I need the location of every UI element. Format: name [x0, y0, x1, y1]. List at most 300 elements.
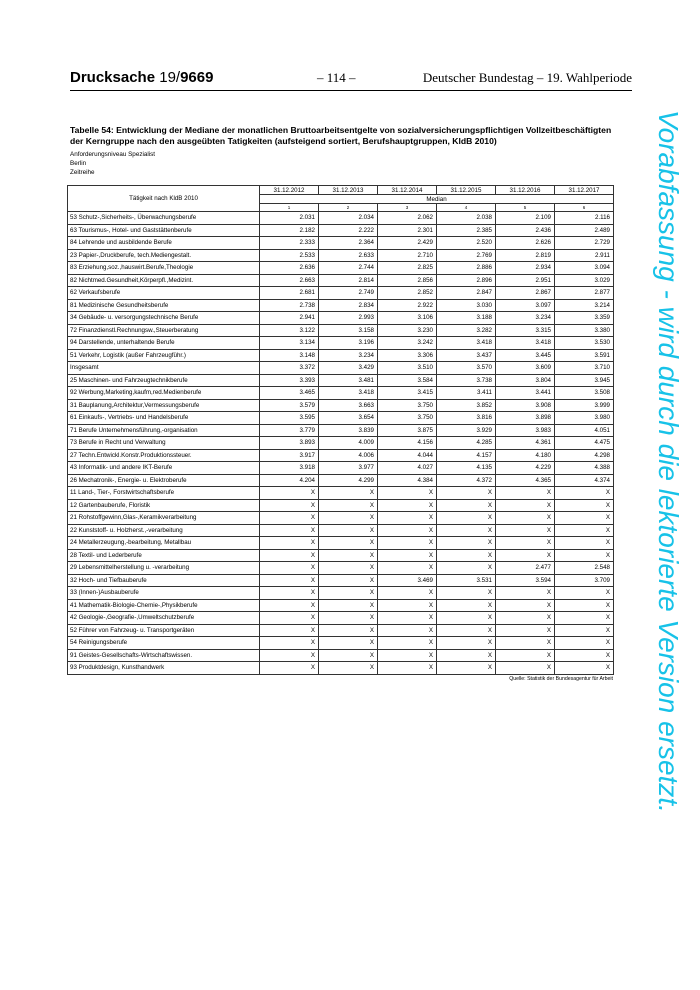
- median-value: 3.594: [496, 574, 555, 587]
- median-value: X: [496, 487, 555, 500]
- occupation-label: 72 Finanzdienstl.Rechnungsw.,Steuerberatung: [68, 324, 260, 337]
- median-value: 2.034: [319, 212, 378, 225]
- median-value: 3.779: [260, 424, 319, 437]
- median-value: 3.359: [555, 312, 614, 325]
- median-value: X: [378, 662, 437, 675]
- median-value: 3.469: [378, 574, 437, 587]
- median-value: 3.445: [496, 349, 555, 362]
- median-value: 3.570: [437, 362, 496, 375]
- median-value: X: [437, 599, 496, 612]
- table-row: [68, 412, 614, 425]
- median-value: 3.875: [378, 424, 437, 437]
- occupation-label: 43 Informatik- und andere IKT-Berufe: [68, 462, 260, 475]
- occupation-label: 52 Führer von Fahrzeug- u. Transportgeräten: [68, 624, 260, 637]
- occupation-label: 24 Metallerzeugung,-bearbeitung, Metallbau: [68, 537, 260, 550]
- median-value: X: [496, 637, 555, 650]
- median-value: X: [378, 549, 437, 562]
- table-row: [68, 637, 614, 650]
- occupation-label: 84 Lehrende und ausbildende Berufe: [68, 237, 260, 250]
- data-table: [67, 185, 614, 675]
- median-value: 2.749: [319, 287, 378, 300]
- median-value: X: [378, 649, 437, 662]
- median-value: 3.898: [496, 412, 555, 425]
- occupation-label: 62 Verkaufsberufe: [68, 287, 260, 300]
- median-value: X: [555, 487, 614, 500]
- median-value: 2.489: [555, 224, 614, 237]
- median-value: 2.847: [437, 287, 496, 300]
- header-rule: [70, 90, 632, 91]
- median-value: 3.595: [260, 412, 319, 425]
- meta-line: Zeitreihe: [70, 169, 95, 176]
- median-value: X: [496, 549, 555, 562]
- median-value: 2.934: [496, 262, 555, 275]
- median-value: 3.418: [319, 387, 378, 400]
- median-value: X: [319, 512, 378, 525]
- median-value: 2.533: [260, 249, 319, 262]
- median-value: X: [319, 499, 378, 512]
- median-value: X: [378, 537, 437, 550]
- table-title: Tabelle 54: Entwicklung der Mediane der monatlichen Bruttoarbeitsentgelte von sozialversicherungspflichtigen Vollzeitbeschäftigten der Kerngruppe nach den ausgeübten Tatigkeiten (aufsteigend sortiert, Berufshauptgruppen, KldB 2010): [70, 125, 612, 146]
- median-value: 2.834: [319, 299, 378, 312]
- column-date: 31.12.2015: [437, 186, 496, 195]
- table-row: [68, 337, 614, 350]
- median-value: X: [555, 537, 614, 550]
- median-value: X: [319, 574, 378, 587]
- median-value: 2.038: [437, 212, 496, 225]
- column-date: 31.12.2016: [496, 186, 555, 195]
- median-value: 2.062: [378, 212, 437, 225]
- median-value: X: [437, 499, 496, 512]
- table-row: [68, 324, 614, 337]
- median-value: X: [260, 562, 319, 575]
- median-value: 2.222: [319, 224, 378, 237]
- source-note: Quelle: Statistik der Bundesagentur für Arbeit: [509, 676, 613, 682]
- occupation-label: 26 Mechatronik-, Energie- u. Elektroberufe: [68, 474, 260, 487]
- median-value: 2.886: [437, 262, 496, 275]
- median-value: X: [319, 524, 378, 537]
- median-value: 4.285: [437, 437, 496, 450]
- median-value: X: [496, 649, 555, 662]
- median-value: 3.306: [378, 349, 437, 362]
- median-value: X: [260, 599, 319, 612]
- median-value: 2.477: [496, 562, 555, 575]
- occupation-label: 25 Maschinen- und Fahrzeugtechnikberufe: [68, 374, 260, 387]
- median-value: X: [260, 637, 319, 650]
- median-value: 2.819: [496, 249, 555, 262]
- median-value: X: [260, 662, 319, 675]
- median-value: 3.234: [496, 312, 555, 325]
- median-value: X: [437, 637, 496, 650]
- occupation-label: 81 Medizinische Gesundheitsberufe: [68, 299, 260, 312]
- median-value: 2.663: [260, 274, 319, 287]
- median-value: 3.380: [555, 324, 614, 337]
- median-value: 2.385: [437, 224, 496, 237]
- median-value: X: [378, 599, 437, 612]
- occupation-label: 63 Tourismus-, Hotel- und Gaststättenberufe: [68, 224, 260, 237]
- table-row: [68, 562, 614, 575]
- table-row: [68, 312, 614, 325]
- median-value: X: [378, 624, 437, 637]
- median-value: X: [555, 549, 614, 562]
- median-value: 3.134: [260, 337, 319, 350]
- table-row: [68, 462, 614, 475]
- occupation-label: 22 Kunststoff- u. Holzherst.,-verarbeitung: [68, 524, 260, 537]
- median-value: 2.852: [378, 287, 437, 300]
- median-value: 2.710: [378, 249, 437, 262]
- median-value: 2.031: [260, 212, 319, 225]
- table-row: [68, 399, 614, 412]
- table-row: [68, 662, 614, 675]
- median-value: X: [319, 612, 378, 625]
- median-value: 4.006: [319, 449, 378, 462]
- page-number: – 114 –: [317, 70, 356, 85]
- median-value: 2.993: [319, 312, 378, 325]
- median-value: 2.867: [496, 287, 555, 300]
- median-value: X: [260, 549, 319, 562]
- median-value: 4.365: [496, 474, 555, 487]
- table-row: [68, 387, 614, 400]
- median-value: X: [496, 662, 555, 675]
- median-value: 3.196: [319, 337, 378, 350]
- median-value: 3.282: [437, 324, 496, 337]
- table-row: [68, 612, 614, 625]
- median-value: X: [437, 524, 496, 537]
- median-value: 3.465: [260, 387, 319, 400]
- occupation-label: 54 Reinigungsberufe: [68, 637, 260, 650]
- median-value: X: [319, 537, 378, 550]
- median-value: 3.441: [496, 387, 555, 400]
- median-value: X: [437, 624, 496, 637]
- median-value: 3.918: [260, 462, 319, 475]
- table-row: [68, 574, 614, 587]
- table-row: [68, 587, 614, 600]
- table-row: [68, 274, 614, 287]
- occupation-label: 94 Darstellende, unterhaltende Berufe: [68, 337, 260, 350]
- median-value: 3.372: [260, 362, 319, 375]
- median-value: 3.094: [555, 262, 614, 275]
- median-value: X: [319, 637, 378, 650]
- median-value: 4.044: [378, 449, 437, 462]
- meta-line: Anforderungsniveau Spezialist: [70, 151, 156, 158]
- median-value: 2.301: [378, 224, 437, 237]
- median-value: X: [378, 562, 437, 575]
- median-value: 2.182: [260, 224, 319, 237]
- table-row: [68, 624, 614, 637]
- median-value: 2.681: [260, 287, 319, 300]
- table-row: [68, 424, 614, 437]
- median-value: 4.051: [555, 424, 614, 437]
- median-value: X: [378, 512, 437, 525]
- median-value: 4.384: [378, 474, 437, 487]
- median-value: X: [555, 524, 614, 537]
- table-row: [68, 374, 614, 387]
- median-value: 3.418: [437, 337, 496, 350]
- median-value: X: [496, 537, 555, 550]
- median-group-header: Median: [260, 195, 614, 204]
- median-value: X: [260, 649, 319, 662]
- occupation-label: 53 Schutz-,Sicherheits-, Überwachungsberufe: [68, 212, 260, 225]
- occupation-label: 11 Land-, Tier-, Forstwirtschaftsberufe: [68, 487, 260, 500]
- median-value: 3.214: [555, 299, 614, 312]
- median-value: 2.520: [437, 237, 496, 250]
- table-row: [68, 449, 614, 462]
- median-value: X: [437, 662, 496, 675]
- median-value: X: [260, 524, 319, 537]
- median-value: 3.122: [260, 324, 319, 337]
- median-value: 4.475: [555, 437, 614, 450]
- table-row: [68, 487, 614, 500]
- median-value: 4.299: [319, 474, 378, 487]
- median-value: 3.188: [437, 312, 496, 325]
- occupation-label: 33 (Innen-)Ausbauberufe: [68, 587, 260, 600]
- median-value: 3.579: [260, 399, 319, 412]
- occupation-label: 27 Techn.Entwickl.Konstr.Produktionssteuer.: [68, 449, 260, 462]
- median-value: X: [555, 587, 614, 600]
- column-number: 1: [260, 204, 319, 212]
- median-value: 3.315: [496, 324, 555, 337]
- occupation-label: 21 Rohstoffgewinn,Glas-,Keramikverarbeitung: [68, 512, 260, 525]
- table-row: [68, 649, 614, 662]
- median-value: X: [319, 649, 378, 662]
- median-value: X: [555, 612, 614, 625]
- median-value: 3.097: [496, 299, 555, 312]
- occupation-label: 91 Geistes-Gesellschafts-Wirtschaftswissen.: [68, 649, 260, 662]
- median-value: 4.361: [496, 437, 555, 450]
- table-row: [68, 249, 614, 262]
- median-value: 3.393: [260, 374, 319, 387]
- median-value: X: [378, 499, 437, 512]
- median-value: 3.584: [378, 374, 437, 387]
- document-number: Drucksache 19/9669: [70, 69, 214, 86]
- median-value: 2.911: [555, 249, 614, 262]
- occupation-label: 34 Gebäude- u. versorgungstechnische Berufe: [68, 312, 260, 325]
- median-value: 2.856: [378, 274, 437, 287]
- median-value: X: [319, 549, 378, 562]
- page-header: [70, 69, 632, 91]
- column-number: 5: [496, 204, 555, 212]
- median-value: X: [496, 624, 555, 637]
- table-row: [68, 237, 614, 250]
- median-value: 4.156: [378, 437, 437, 450]
- median-value: 2.922: [378, 299, 437, 312]
- median-value: 4.157: [437, 449, 496, 462]
- median-value: 4.135: [437, 462, 496, 475]
- median-value: 3.411: [437, 387, 496, 400]
- median-value: 2.116: [555, 212, 614, 225]
- median-value: X: [378, 487, 437, 500]
- occupation-label: 23 Papier-,Druckberufe, tech.Mediengestalt.: [68, 249, 260, 262]
- median-value: 3.852: [437, 399, 496, 412]
- table-meta: [70, 150, 155, 177]
- table-row: [68, 287, 614, 300]
- meta-line: Berlin: [70, 160, 87, 167]
- median-value: 2.951: [496, 274, 555, 287]
- table-row: [68, 224, 614, 237]
- median-value: 2.109: [496, 212, 555, 225]
- median-value: 2.814: [319, 274, 378, 287]
- column-date: 31.12.2014: [378, 186, 437, 195]
- table-row: [68, 499, 614, 512]
- median-value: 4.009: [319, 437, 378, 450]
- median-value: X: [260, 487, 319, 500]
- median-value: 3.158: [319, 324, 378, 337]
- median-value: 4.372: [437, 474, 496, 487]
- median-value: X: [437, 549, 496, 562]
- median-value: 3.710: [555, 362, 614, 375]
- median-value: X: [437, 537, 496, 550]
- column-date: 31.12.2017: [555, 186, 614, 195]
- occupation-label: 28 Textil- und Lederberufe: [68, 549, 260, 562]
- median-value: X: [378, 637, 437, 650]
- median-value: X: [496, 524, 555, 537]
- median-value: 3.418: [496, 337, 555, 350]
- median-value: X: [437, 649, 496, 662]
- median-value: 3.709: [555, 574, 614, 587]
- table-row: [68, 299, 614, 312]
- median-value: X: [496, 499, 555, 512]
- median-value: X: [555, 512, 614, 525]
- table-row: [68, 537, 614, 550]
- median-value: 3.908: [496, 399, 555, 412]
- table-row: [68, 474, 614, 487]
- median-value: X: [496, 612, 555, 625]
- column-number: 6: [555, 204, 614, 212]
- median-value: 2.769: [437, 249, 496, 262]
- median-value: 3.429: [319, 362, 378, 375]
- draft-watermark: Vorabfassung - wird durch die lektorierte Version ersetzt.: [653, 110, 684, 813]
- median-value: X: [437, 587, 496, 600]
- median-value: 3.750: [378, 399, 437, 412]
- median-value: 3.508: [555, 387, 614, 400]
- median-value: 4.298: [555, 449, 614, 462]
- column-number: 4: [437, 204, 496, 212]
- median-value: 3.437: [437, 349, 496, 362]
- median-value: X: [555, 624, 614, 637]
- median-value: X: [319, 487, 378, 500]
- occupation-label: 83 Erziehung,soz.,hauswirt.Berufe,Theologie: [68, 262, 260, 275]
- table-row: [68, 599, 614, 612]
- median-value: 4.027: [378, 462, 437, 475]
- occupation-label: 32 Hoch- und Tiefbauberufe: [68, 574, 260, 587]
- header-row-dates: [68, 186, 614, 195]
- median-value: 3.530: [555, 337, 614, 350]
- median-value: 3.917: [260, 449, 319, 462]
- median-value: X: [319, 662, 378, 675]
- median-value: X: [260, 574, 319, 587]
- occupation-label: 73 Berufe in Recht und Verwaltung: [68, 437, 260, 450]
- median-value: 4.204: [260, 474, 319, 487]
- median-value: 3.929: [437, 424, 496, 437]
- median-value: X: [260, 537, 319, 550]
- median-value: X: [260, 587, 319, 600]
- median-value: 3.999: [555, 399, 614, 412]
- median-value: 3.804: [496, 374, 555, 387]
- occupation-label: 71 Berufe Unternehmensführung,-organisation: [68, 424, 260, 437]
- table-row: [68, 524, 614, 537]
- median-value: X: [437, 487, 496, 500]
- median-value: X: [378, 587, 437, 600]
- occupation-label: 42 Geologie-,Geografie-,Umweltschutzberufe: [68, 612, 260, 625]
- median-value: X: [496, 587, 555, 600]
- median-value: X: [260, 499, 319, 512]
- median-value: 4.229: [496, 462, 555, 475]
- column-date: 31.12.2013: [319, 186, 378, 195]
- median-value: X: [378, 524, 437, 537]
- median-value: 3.663: [319, 399, 378, 412]
- median-value: 2.333: [260, 237, 319, 250]
- column-number: 2: [319, 204, 378, 212]
- median-value: 3.977: [319, 462, 378, 475]
- row-header-label: Tätigkeit nach KldB 2010: [68, 186, 260, 212]
- median-value: 3.945: [555, 374, 614, 387]
- median-value: X: [555, 599, 614, 612]
- median-value: 2.877: [555, 287, 614, 300]
- occupation-label: 93 Produktdesign, Kunsthandwerk: [68, 662, 260, 675]
- median-value: X: [378, 612, 437, 625]
- occupation-label: 61 Einkaufs-, Vertriebs- und Handelsberufe: [68, 412, 260, 425]
- median-value: X: [555, 662, 614, 675]
- median-value: 3.030: [437, 299, 496, 312]
- median-value: 3.230: [378, 324, 437, 337]
- median-value: X: [437, 612, 496, 625]
- table-row: [68, 349, 614, 362]
- occupation-label: 31 Bauplanung,Architektur,Vermessungsberufe: [68, 399, 260, 412]
- median-value: X: [496, 599, 555, 612]
- occupation-label: 12 Gartenbauberufe, Floristik: [68, 499, 260, 512]
- table-row: [68, 212, 614, 225]
- median-value: 3.148: [260, 349, 319, 362]
- median-value: X: [319, 562, 378, 575]
- occupation-label: 29 Lebensmittelherstellung u. -verarbeitung: [68, 562, 260, 575]
- median-value: X: [555, 637, 614, 650]
- median-value: 2.825: [378, 262, 437, 275]
- median-value: X: [319, 587, 378, 600]
- median-value: X: [260, 512, 319, 525]
- median-value: 3.531: [437, 574, 496, 587]
- median-value: 2.633: [319, 249, 378, 262]
- median-value: 3.893: [260, 437, 319, 450]
- median-value: 3.029: [555, 274, 614, 287]
- occupation-label: 82 Nichtmed.Gesundheit,Körperpfl.,Medizint.: [68, 274, 260, 287]
- median-value: 3.242: [378, 337, 437, 350]
- table-row: [68, 549, 614, 562]
- median-value: 2.429: [378, 237, 437, 250]
- median-value: X: [496, 512, 555, 525]
- median-value: 3.654: [319, 412, 378, 425]
- median-value: 2.364: [319, 237, 378, 250]
- median-value: X: [437, 512, 496, 525]
- median-value: 3.609: [496, 362, 555, 375]
- median-value: 2.548: [555, 562, 614, 575]
- median-value: 2.941: [260, 312, 319, 325]
- occupation-label: 92 Werbung,Marketing,kaufm,red.Medienberufe: [68, 387, 260, 400]
- median-value: 2.626: [496, 237, 555, 250]
- median-value: 3.816: [437, 412, 496, 425]
- median-value: 3.415: [378, 387, 437, 400]
- median-value: 3.591: [555, 349, 614, 362]
- median-value: 3.510: [378, 362, 437, 375]
- table-row: [68, 437, 614, 450]
- median-value: 3.481: [319, 374, 378, 387]
- median-value: X: [319, 599, 378, 612]
- median-value: 3.106: [378, 312, 437, 325]
- median-value: X: [555, 649, 614, 662]
- median-value: X: [319, 624, 378, 637]
- median-value: X: [260, 624, 319, 637]
- median-value: 2.738: [260, 299, 319, 312]
- column-date: 31.12.2012: [260, 186, 319, 195]
- publisher: Deutscher Bundestag – 19. Wahlperiode: [422, 70, 632, 85]
